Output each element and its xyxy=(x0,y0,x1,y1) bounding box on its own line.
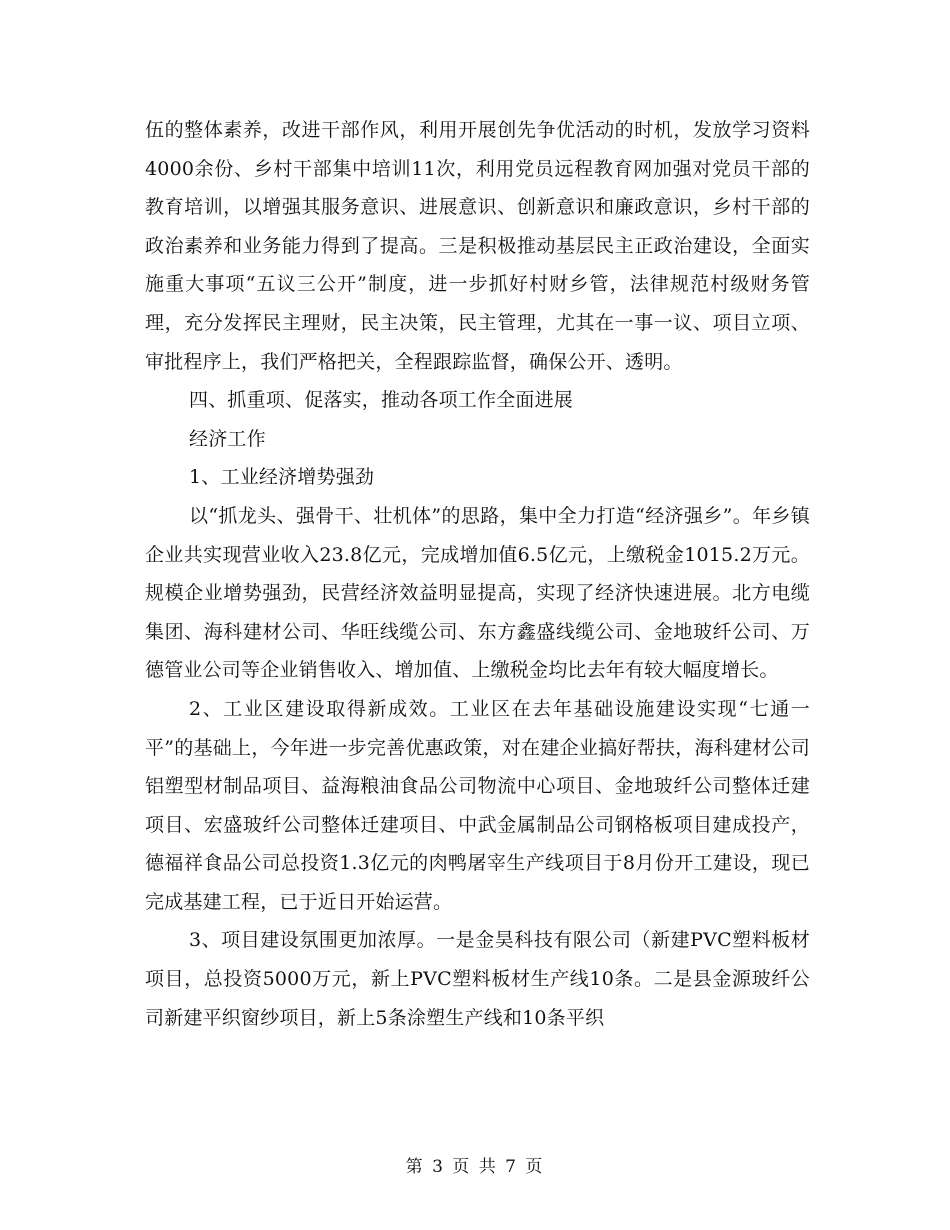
item-heading: 1、工业经济增势强劲 xyxy=(189,466,375,489)
page-number-footer: 第 3 页 共 7 页 xyxy=(405,1157,545,1177)
section-heading: 四、抓重项、促落实，推动各项工作全面进展 xyxy=(189,389,574,412)
paragraph-continuation: 伍的整体素养，改进干部作风，利用开展创先争优活动的时机，发放学习资料4000余份、乡村干部集中培训11次，利用党员远程教育网加强对党员干部的教育培训，以增强其服务意识、进展意识、创新意识和廉政意识，乡村干部的政治素养和业务能力得到了提高。三是积极推动基层民主正政治建设，全面实施重大事项“五议三公开”制度，进一步抓好村财乡管，法律规范村级财务管理，充分发挥民主理财，民主决策，民主管理，尤其在一事一议、项目立项、审批程序上，我们严格把关，全程跟踪监督，确保公开、透明。 xyxy=(145,119,810,373)
paragraph-industrial-economy: 以“抓龙头、强骨干、壮机体”的思路，集中全力打造“经济强乡”。年乡镇企业共实现营业收入23.8亿元，完成增加值6.5亿元，上缴税金1015.2万元。规模企业增势强劲，民营经济效益明显提高，实现了经济快速进展。北方电缆集团、海科建材公司、华旺线缆公司、东方鑫盛线缆公司、金地玻纤公司、万德管业公司等企业销售收入、增加值、上缴税金均比去年有较大幅度增长。 xyxy=(145,504,810,682)
subsection-heading: 经济工作 xyxy=(189,427,266,450)
document-body xyxy=(145,111,810,1037)
paragraph-project-construction: 3、项目建设氛围更加浓厚。一是金昊科技有限公司（新建PVC塑料板材项目，总投资5000万元，新上PVC塑料板材生产线10条。二是县金源玻纤公司新建平织窗纱项目，新上5条涂塑生产线和10条平织 xyxy=(145,929,810,1029)
paragraph-industrial-zone: 2、工业区建设取得新成效。工业区在去年基础设施建设实现“七通一平”的基础上，今年进一步完善优惠政策，对在建企业搞好帮扶，海科建材公司铝塑型材制品项目、益海粮油食品公司物流中心项目、金地玻纤公司整体迁建项目、宏盛玻纤公司整体迁建项目、中武金属制品公司钢格板项目建成投产，德福祥食品公司总投资1.3亿元的肉鸭屠宰生产线项目于8月份开工建设，现已完成基建工程，已于近日开始运营。 xyxy=(145,697,810,913)
